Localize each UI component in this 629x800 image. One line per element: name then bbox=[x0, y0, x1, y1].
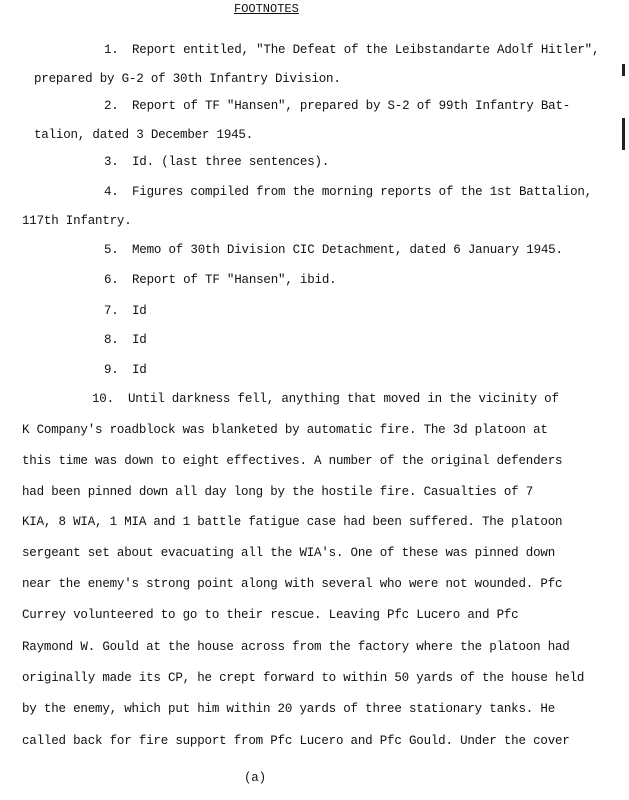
footnote-4-line-2: 117th Infantry. bbox=[22, 214, 132, 228]
footnote-number: 2. bbox=[104, 99, 119, 113]
footnote-10-line-2: K Company's roadblock was blanketed by automatic fire. The 3d platoon at bbox=[22, 423, 548, 437]
margin-mark bbox=[622, 64, 625, 76]
footnote-number: 4. bbox=[104, 185, 119, 199]
footnote-10-line-7: near the enemy's strong point along with several who were not wounded. Pfc bbox=[22, 577, 563, 591]
footnote-10-line-9: Raymond W. Gould at the house across from the factory where the platoon had bbox=[22, 640, 570, 654]
footnote-10-line-3: this time was down to eight effectives. A number of the original defenders bbox=[22, 454, 563, 468]
footnote-8-line-1 bbox=[104, 333, 147, 347]
page-number: (a) bbox=[244, 771, 266, 785]
footnote-text: Id bbox=[132, 333, 147, 347]
footnote-number: 6. bbox=[104, 273, 119, 287]
footnote-10-line-11: by the enemy, which put him within 20 yards of three stationary tanks. He bbox=[22, 702, 555, 716]
footnote-6-line-1 bbox=[104, 273, 336, 287]
footnote-text: Report entitled, "The Defeat of the Leibstandarte Adolf Hitler", bbox=[132, 43, 600, 57]
footnote-10-line-6: sergeant set about evacuating all the WIA's. One of these was pinned down bbox=[22, 546, 555, 560]
footnote-10-line-4: had been pinned down all day long by the hostile fire. Casualties of 7 bbox=[22, 485, 534, 499]
footnote-10-line-10: originally made its CP, he crept forward to within 50 yards of the house held bbox=[22, 671, 585, 685]
footnote-text: Report of TF "Hansen", prepared by S-2 of 99th Infantry Bat- bbox=[132, 99, 571, 113]
footnote-10-line-12: called back for fire support from Pfc Lucero and Pfc Gould. Under the cover bbox=[22, 734, 570, 748]
footnote-1-line-1 bbox=[104, 43, 599, 57]
footnote-2-line-2: talion, dated 3 December 1945. bbox=[34, 128, 254, 142]
footnote-10-line-8: Currey volunteered to go to their rescue. Leaving Pfc Lucero and Pfc bbox=[22, 608, 519, 622]
footnote-10-line-5: KIA, 8 WIA, 1 MIA and 1 battle fatigue case had been suffered. The platoon bbox=[22, 515, 563, 529]
footnote-text: Id. (last three sentences). bbox=[132, 155, 330, 169]
footnote-number: 10. bbox=[92, 392, 114, 406]
footnote-9-line-1 bbox=[104, 363, 147, 377]
footnote-text: Until darkness fell, anything that moved in the vicinity of bbox=[128, 392, 559, 406]
footnote-text: Report of TF "Hansen", ibid. bbox=[132, 273, 337, 287]
footnote-text: Figures compiled from the morning reports of the 1st Battalion, bbox=[132, 185, 592, 199]
footnote-1-line-2: prepared by G-2 of 30th Infantry Division. bbox=[34, 72, 341, 86]
footnote-text: Memo of 30th Division CIC Detachment, dated 6 January 1945. bbox=[132, 243, 563, 257]
footnote-number: 5. bbox=[104, 243, 119, 257]
footnote-10-line-1 bbox=[92, 392, 559, 406]
footnote-number: 9. bbox=[104, 363, 119, 377]
footnote-number: 1. bbox=[104, 43, 119, 57]
footnote-5-line-1 bbox=[104, 243, 563, 257]
footnote-3-line-1 bbox=[104, 155, 329, 169]
footnote-7-line-1 bbox=[104, 304, 147, 318]
footnote-text: Id bbox=[132, 304, 147, 318]
page-title: FOOTNOTES bbox=[234, 2, 299, 16]
footnote-4-line-1 bbox=[104, 185, 592, 199]
footnote-number: 3. bbox=[104, 155, 119, 169]
footnote-text: Id bbox=[132, 363, 147, 377]
footnote-number: 7. bbox=[104, 304, 119, 318]
footnote-number: 8. bbox=[104, 333, 119, 347]
margin-mark bbox=[622, 118, 625, 150]
footnote-2-line-1 bbox=[104, 99, 570, 113]
